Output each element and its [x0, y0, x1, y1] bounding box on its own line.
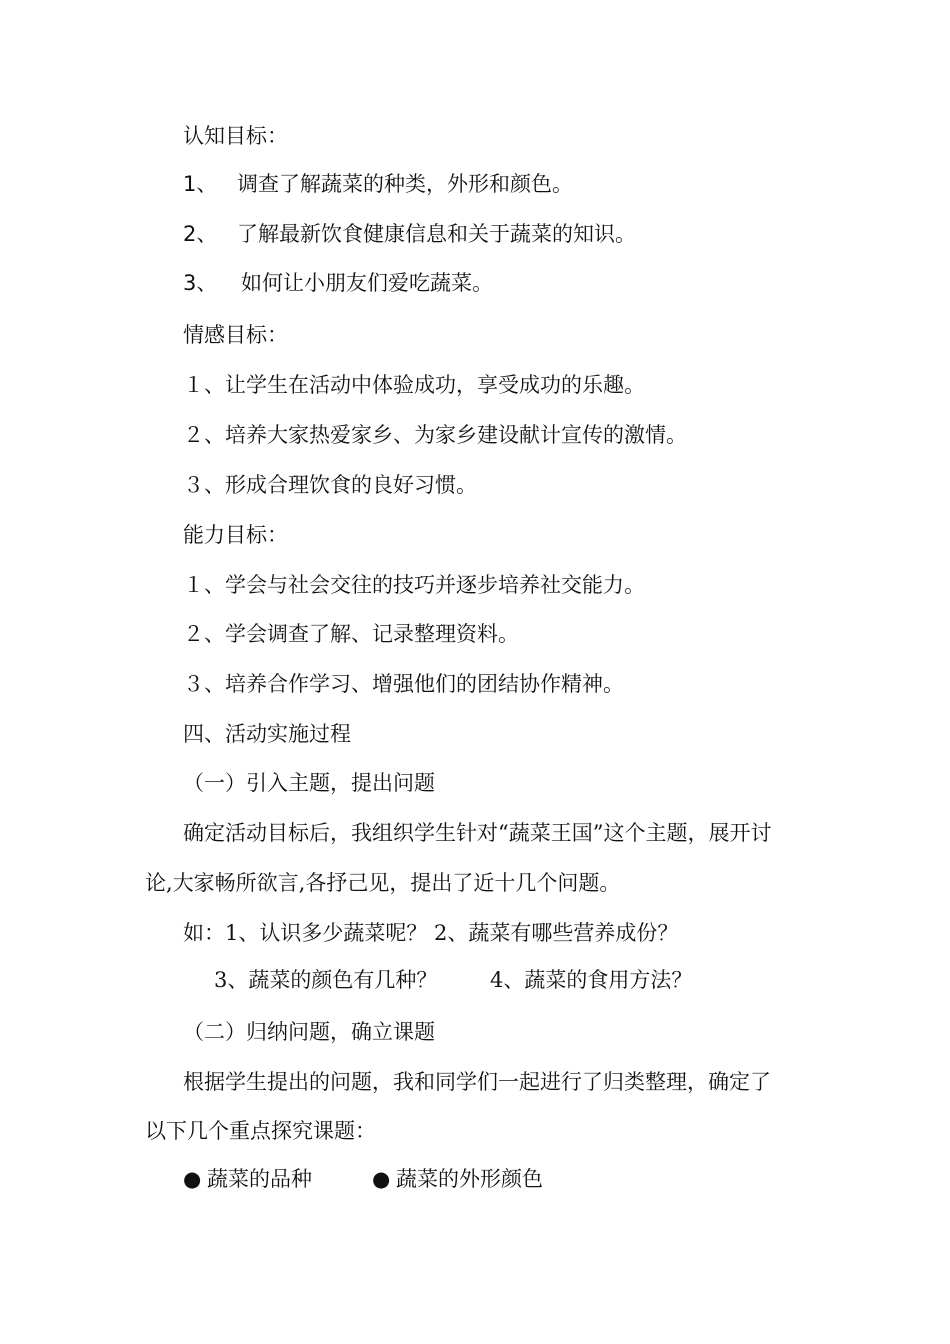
emotional-item-1: １、让学生在活动中体验成功，享受成功的乐趣。	[183, 373, 645, 397]
part-1-paragraph-line-2: 论,大家畅所欲言,各抒己见，提出了近十几个问题。	[145, 871, 621, 895]
topic-list-item-2-text: 蔬菜的外形颜色	[396, 1167, 543, 1191]
cognitive-item-2-num: 2、	[183, 222, 218, 246]
part-1-heading: （一）引入主题，提出问题	[183, 771, 435, 795]
cognitive-item-1	[183, 169, 573, 199]
cognitive-item-3	[183, 268, 493, 298]
cognitive-item-3-num: 3、	[183, 271, 218, 295]
cognitive-item-2	[183, 219, 636, 249]
bullet-icon: ●	[183, 1167, 202, 1191]
part-1-examples-line-2a: 3、蔬菜的颜色有几种？	[214, 968, 438, 992]
emotional-item-2: ２、培养大家热爱家乡、为家乡建设献计宣传的激情。	[183, 423, 687, 447]
topic-list-item-1	[183, 1164, 312, 1194]
emotional-heading: 情感目标：	[183, 323, 288, 347]
part-1-examples-line-2b: 4、蔬菜的食用方法？	[490, 968, 693, 992]
cognitive-item-1-text: 调查了解蔬菜的种类，外形和颜色。	[237, 172, 573, 196]
part-1-paragraph-line-1: 确定活动目标后，我组织学生针对“蔬菜王国”这个主题，展开讨	[183, 821, 772, 845]
cognitive-item-1-num: 1、	[183, 172, 218, 196]
topic-list-item-2	[372, 1164, 543, 1194]
ability-item-2: ２、学会调查了解、记录整理资料。	[183, 622, 519, 646]
ability-item-1: １、学会与社会交往的技巧并逐步培养社交能力。	[183, 573, 645, 597]
cognitive-item-3-text: 如何让小朋友们爱吃蔬菜。	[241, 271, 493, 295]
cognitive-heading: 认知目标：	[183, 124, 288, 148]
cognitive-item-2-text: 了解最新饮食健康信息和关于蔬菜的知识。	[237, 222, 636, 246]
bullet-icon: ●	[372, 1167, 391, 1191]
section-4-heading: 四、活动实施过程	[183, 722, 351, 746]
part-2-heading: （二）归纳问题，确立课题	[183, 1020, 435, 1044]
part-1-examples-line-1: 如：1、认识多少蔬菜呢？ 2、蔬菜有哪些营养成份？	[183, 921, 679, 945]
ability-heading: 能力目标：	[183, 523, 288, 547]
topic-list-item-1-text: 蔬菜的品种	[207, 1167, 312, 1191]
ability-item-3: ３、培养合作学习、增强他们的团结协作精神。	[183, 672, 624, 696]
part-2-paragraph-line-1: 根据学生提出的问题，我和同学们一起进行了归类整理，确定了	[183, 1070, 771, 1094]
emotional-item-3: ３、形成合理饮食的良好习惯。	[183, 473, 477, 497]
part-2-paragraph-line-2: 以下几个重点探究课题：	[145, 1119, 376, 1143]
